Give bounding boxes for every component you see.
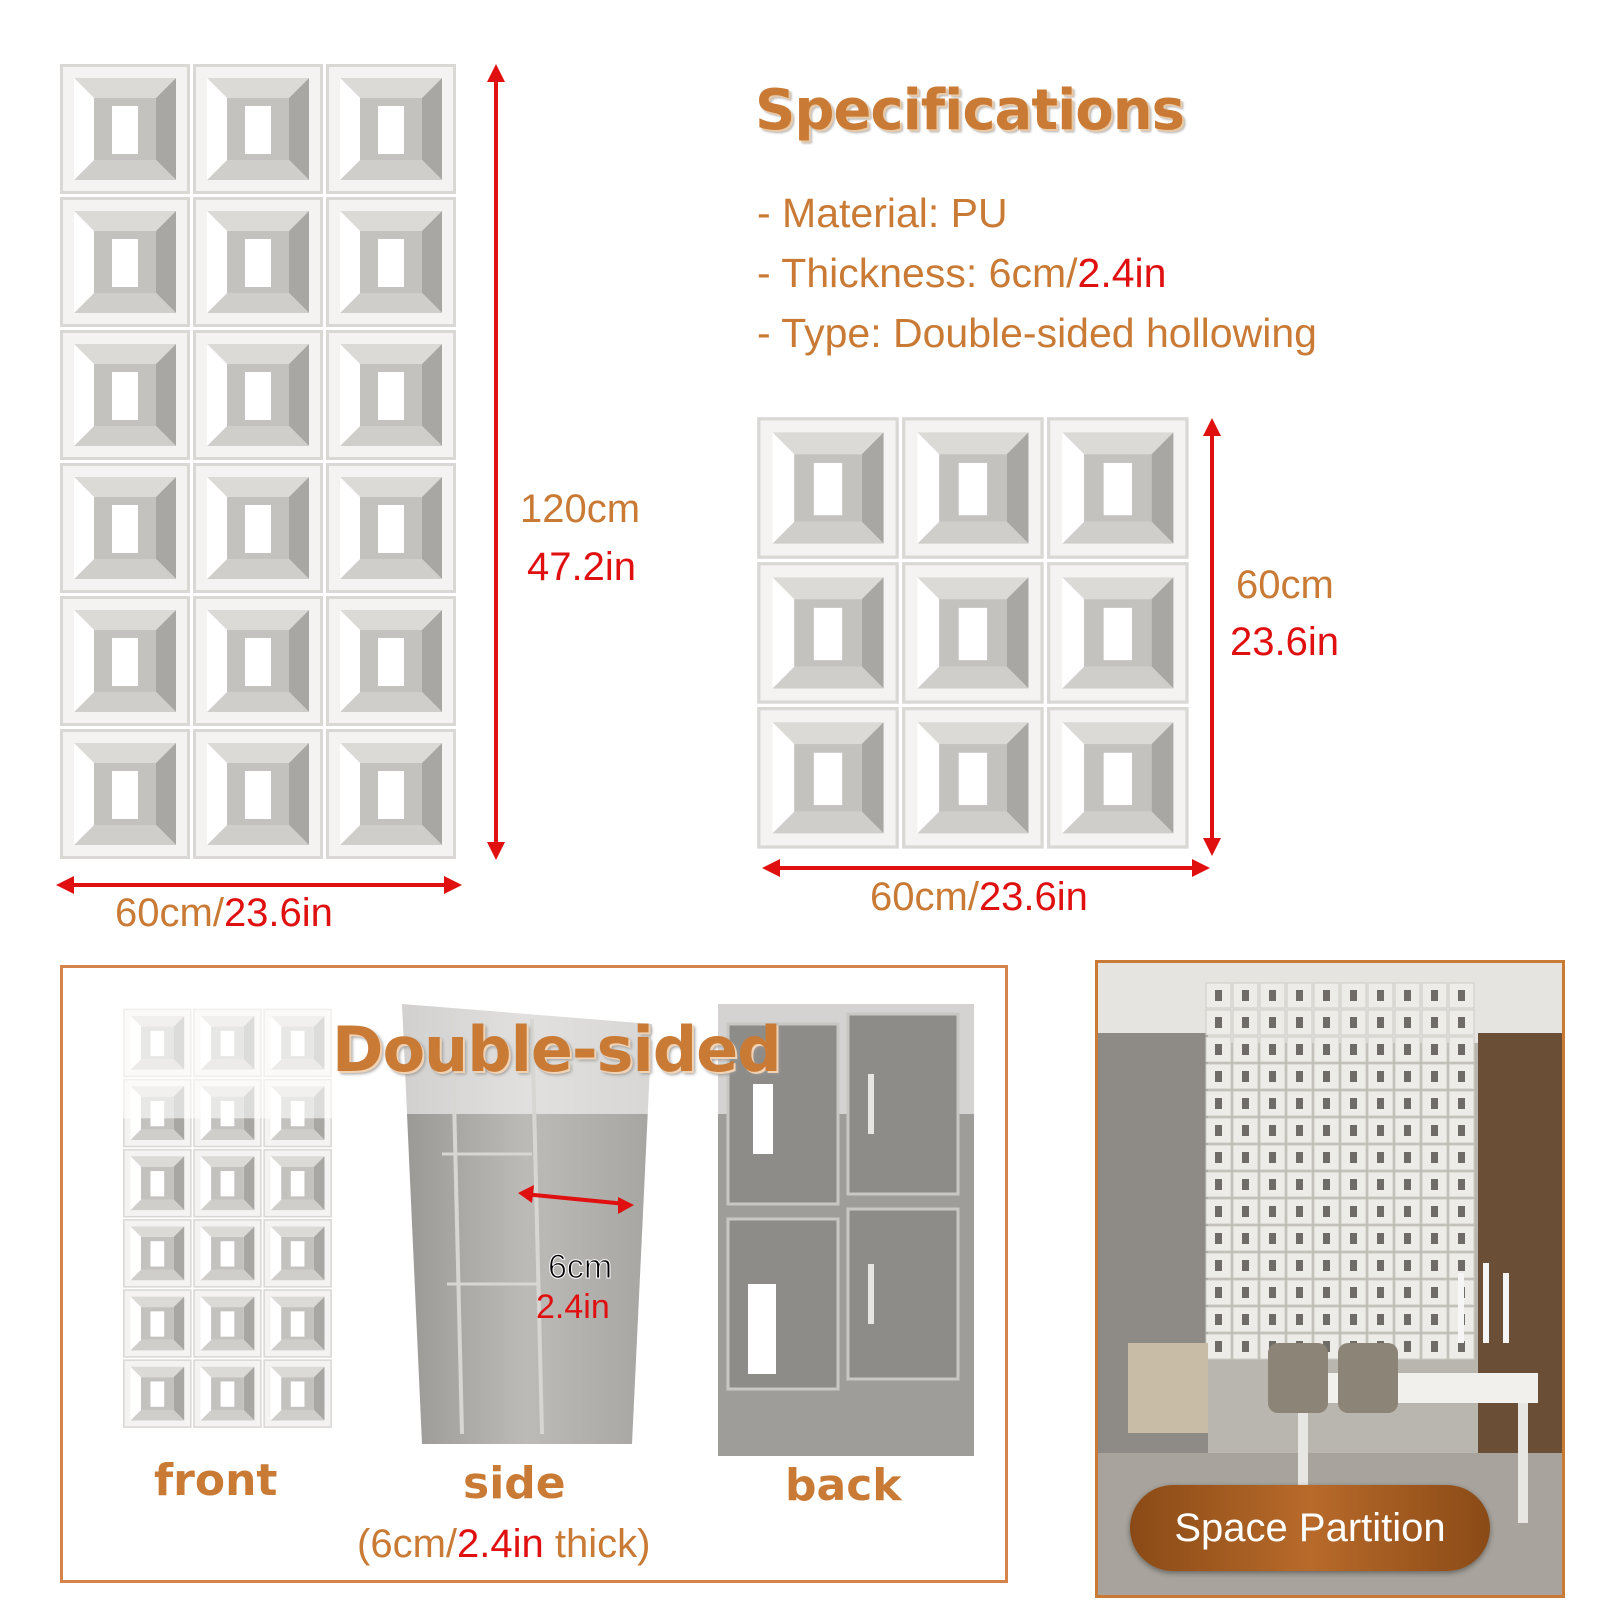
spec-thickness xyxy=(757,250,1166,297)
partition-hole xyxy=(1404,1071,1411,1082)
partition-hole xyxy=(1350,1179,1357,1190)
spec-thickness-label: - Thickness: xyxy=(757,250,978,296)
spec-thickness-cm: 6cm/ xyxy=(977,250,1078,296)
panel-tile xyxy=(902,562,1044,704)
partition-hole xyxy=(1350,990,1357,1001)
partition-hole xyxy=(1215,1260,1222,1271)
panel-tile xyxy=(193,197,323,327)
panel-tile xyxy=(193,729,323,859)
partition-hole xyxy=(1323,1179,1330,1190)
partition-hole xyxy=(1404,1233,1411,1244)
partition-hole xyxy=(1404,1179,1411,1190)
partition-hole xyxy=(1215,990,1222,1001)
partition-hole xyxy=(1431,1098,1438,1109)
partition-hole xyxy=(1377,1044,1384,1055)
partition-hole xyxy=(1269,1071,1276,1082)
partition-hole xyxy=(1269,990,1276,1001)
partition-hole xyxy=(1377,1314,1384,1325)
thickness-note-in: 2.4in xyxy=(457,1522,544,1566)
partition-hole xyxy=(1350,1017,1357,1028)
partition-hole xyxy=(1404,1314,1411,1325)
partition-hole xyxy=(1242,1341,1249,1352)
partition-hole xyxy=(1215,1179,1222,1190)
partition-hole xyxy=(1323,1017,1330,1028)
double-sided-title: Double-sided xyxy=(332,1013,781,1086)
panel-tile xyxy=(60,197,190,327)
partition-hole xyxy=(1215,1287,1222,1298)
partition-hole xyxy=(1377,1287,1384,1298)
partition-hole xyxy=(1458,1071,1465,1082)
spec-type-value: Double-sided hollowing xyxy=(881,310,1317,356)
partition-hole xyxy=(1350,1287,1357,1298)
partition-hole xyxy=(1215,1044,1222,1055)
partition-hole xyxy=(1323,1125,1330,1136)
partition-hole xyxy=(1377,1017,1384,1028)
partition-hole xyxy=(1431,1206,1438,1217)
partition-hole xyxy=(1404,1341,1411,1352)
partition-hole xyxy=(1350,1314,1357,1325)
partition-hole xyxy=(1269,1125,1276,1136)
thickness-note-close: thick) xyxy=(543,1522,651,1566)
panel-tile xyxy=(193,1359,262,1428)
large-width-cm: 60cm/ xyxy=(115,891,224,935)
partition-hole xyxy=(1296,1125,1303,1136)
partition-hole xyxy=(1323,1044,1330,1055)
panel-tile xyxy=(193,1219,262,1288)
partition-hole xyxy=(1350,1233,1357,1244)
panel-tile xyxy=(193,330,323,460)
partition-hole xyxy=(1296,990,1303,1001)
partition-hole xyxy=(1458,1233,1465,1244)
partition-hole xyxy=(1323,1071,1330,1082)
panel-tile xyxy=(902,417,1044,559)
partition-hole xyxy=(1215,1314,1222,1325)
partition-hole xyxy=(1242,1287,1249,1298)
thickness-note xyxy=(357,1522,650,1567)
partition-hole xyxy=(1296,1206,1303,1217)
panel-tile xyxy=(326,596,456,726)
back-label: back xyxy=(785,1460,902,1511)
panel-tile xyxy=(60,596,190,726)
partition-hole xyxy=(1458,1044,1465,1055)
partition-hole xyxy=(1242,1179,1249,1190)
panel-tile xyxy=(193,1289,262,1358)
partition-hole xyxy=(1377,1071,1384,1082)
large-height-cm: 120cm xyxy=(520,487,641,531)
partition-hole xyxy=(1458,990,1465,1001)
partition-hole xyxy=(1215,1152,1222,1163)
panel-tile xyxy=(60,463,190,593)
panel-tile xyxy=(263,1219,332,1288)
partition-hole xyxy=(1404,1125,1411,1136)
partition-hole xyxy=(1323,1152,1330,1163)
partition-hole xyxy=(1269,1287,1276,1298)
partition-hole xyxy=(1431,1179,1438,1190)
spec-thickness-in: 2.4in xyxy=(1077,250,1167,296)
partition-hole xyxy=(1296,1044,1303,1055)
panel-tile xyxy=(326,729,456,859)
partition-hole xyxy=(1431,1152,1438,1163)
partition-hole xyxy=(1296,1098,1303,1109)
partition-hole xyxy=(1350,1044,1357,1055)
partition-hole xyxy=(1404,990,1411,1001)
small-height-in: 23.6in xyxy=(1230,620,1339,664)
panel-tile xyxy=(123,1289,192,1358)
partition-hole xyxy=(1296,1071,1303,1082)
panel-tile xyxy=(193,64,323,194)
partition-hole xyxy=(1458,1206,1465,1217)
partition-hole xyxy=(1269,1206,1276,1217)
partition-hole xyxy=(1215,1071,1222,1082)
partition-hole xyxy=(1377,1125,1384,1136)
spec-material-value: PU xyxy=(939,190,1008,236)
partition-hole xyxy=(1404,1098,1411,1109)
partition-hole xyxy=(1404,1206,1411,1217)
partition-hole xyxy=(1215,1098,1222,1109)
partition-hole xyxy=(1269,1179,1276,1190)
partition-hole xyxy=(1350,1098,1357,1109)
small-width-cm: 60cm/ xyxy=(870,875,979,919)
partition-hole xyxy=(1458,1260,1465,1271)
partition-hole xyxy=(1215,1017,1222,1028)
partition-hole xyxy=(1296,1179,1303,1190)
partition-hole xyxy=(1242,1152,1249,1163)
partition-hole xyxy=(1458,1179,1465,1190)
partition-hole xyxy=(1323,1260,1330,1271)
side-dim-cm: 6cm xyxy=(548,1248,613,1286)
partition-hole xyxy=(1269,1017,1276,1028)
partition-hole xyxy=(1296,1314,1303,1325)
partition-hole xyxy=(1269,1044,1276,1055)
panel-tile xyxy=(326,330,456,460)
front-view-image xyxy=(122,1002,334,1434)
height-arrow xyxy=(484,64,508,860)
partition-hole xyxy=(1377,1152,1384,1163)
partition-hole xyxy=(1242,1071,1249,1082)
partition-hole xyxy=(1350,1071,1357,1082)
panel-tile xyxy=(902,707,1044,849)
small-height-cm: 60cm xyxy=(1236,563,1334,607)
panel-tile xyxy=(757,707,899,849)
small-width-in: 23.6in xyxy=(978,875,1088,919)
space-partition-badge: Space Partition xyxy=(1130,1485,1490,1571)
partition-hole xyxy=(1242,990,1249,1001)
panel-tile xyxy=(123,1359,192,1428)
panel-tile xyxy=(326,463,456,593)
partition-hole xyxy=(1296,1260,1303,1271)
large-height-in: 47.2in xyxy=(527,545,636,589)
large-width-in: 23.6in xyxy=(223,891,333,935)
partition-hole xyxy=(1458,1125,1465,1136)
panel-tile xyxy=(60,729,190,859)
panel-tile xyxy=(1047,562,1189,704)
side-label: side xyxy=(463,1458,566,1509)
partition-hole xyxy=(1377,1098,1384,1109)
partition-hole xyxy=(1269,1098,1276,1109)
small-panel-image xyxy=(755,415,1193,853)
partition-hole xyxy=(1377,1233,1384,1244)
panel-tile xyxy=(193,463,323,593)
panel-tile xyxy=(60,330,190,460)
panel-tile xyxy=(1047,417,1189,559)
large-panel-image xyxy=(58,62,460,860)
partition-hole xyxy=(1431,1314,1438,1325)
partition-hole xyxy=(1350,1260,1357,1271)
spec-material-label: - Material: xyxy=(757,190,940,236)
partition-hole xyxy=(1242,1098,1249,1109)
partition-hole xyxy=(1215,1233,1222,1244)
panel-tile xyxy=(60,64,190,194)
panel-tile xyxy=(1047,707,1189,849)
panel-tile xyxy=(123,1149,192,1218)
partition-hole xyxy=(1269,1233,1276,1244)
partition-hole xyxy=(1242,1314,1249,1325)
side-dim-in: 2.4in xyxy=(536,1288,610,1326)
partition-hole xyxy=(1431,1017,1438,1028)
panel-tile xyxy=(326,64,456,194)
partition-hole xyxy=(1431,1125,1438,1136)
small-height-arrow xyxy=(1200,418,1224,856)
partition-hole xyxy=(1323,1098,1330,1109)
partition-hole xyxy=(1350,1206,1357,1217)
partition-hole xyxy=(1269,1152,1276,1163)
partition-hole xyxy=(1431,1233,1438,1244)
partition-hole xyxy=(1404,1044,1411,1055)
partition-hole xyxy=(1404,1152,1411,1163)
partition-hole xyxy=(1377,1179,1384,1190)
panel-tile xyxy=(263,1149,332,1218)
partition-hole xyxy=(1242,1206,1249,1217)
partition-hole xyxy=(1242,1233,1249,1244)
thickness-note-open: (6cm/ xyxy=(357,1522,457,1566)
spec-type xyxy=(757,310,1317,357)
partition-hole xyxy=(1215,1206,1222,1217)
partition-hole xyxy=(1323,1287,1330,1298)
panel-tile xyxy=(193,1149,262,1218)
panel-tile xyxy=(263,1289,332,1358)
partition-hole xyxy=(1404,1287,1411,1298)
panel-tile xyxy=(193,596,323,726)
partition-hole xyxy=(1377,1206,1384,1217)
partition-hole xyxy=(1269,1260,1276,1271)
partition-hole xyxy=(1296,1152,1303,1163)
panel-tile xyxy=(123,1219,192,1288)
partition-hole xyxy=(1269,1314,1276,1325)
partition-hole xyxy=(1431,1071,1438,1082)
partition-hole xyxy=(1296,1017,1303,1028)
partition-hole xyxy=(1242,1260,1249,1271)
partition-hole xyxy=(1242,1044,1249,1055)
partition-hole xyxy=(1350,1125,1357,1136)
partition-hole xyxy=(1458,1017,1465,1028)
partition-hole xyxy=(1431,1260,1438,1271)
partition-hole xyxy=(1296,1287,1303,1298)
spec-material xyxy=(757,190,1008,237)
partition-hole xyxy=(1323,990,1330,1001)
partition-hole xyxy=(1377,1260,1384,1271)
specifications-title: Specifications xyxy=(755,78,1184,143)
partition-hole xyxy=(1323,1206,1330,1217)
partition-hole xyxy=(1431,1044,1438,1055)
partition-hole xyxy=(1431,1287,1438,1298)
partition-hole xyxy=(1404,1017,1411,1028)
panel-tile xyxy=(757,562,899,704)
partition-hole xyxy=(1242,1125,1249,1136)
partition-hole xyxy=(1323,1233,1330,1244)
small-width-label xyxy=(870,875,1088,920)
partition-hole xyxy=(1215,1341,1222,1352)
partition-hole xyxy=(1242,1017,1249,1028)
partition-hole xyxy=(1296,1233,1303,1244)
large-width-label xyxy=(115,891,333,936)
partition-hole xyxy=(1458,1152,1465,1163)
partition-hole xyxy=(1350,1152,1357,1163)
partition-hole xyxy=(1215,1125,1222,1136)
panel-tile xyxy=(326,197,456,327)
partition-hole xyxy=(1404,1260,1411,1271)
partition-hole xyxy=(1323,1314,1330,1325)
partition-hole xyxy=(1431,990,1438,1001)
spec-type-label: - Type: xyxy=(757,310,882,356)
partition-hole xyxy=(1458,1098,1465,1109)
panel-tile xyxy=(757,417,899,559)
panel-tile xyxy=(263,1359,332,1428)
partition-hole xyxy=(1377,990,1384,1001)
partition-hole xyxy=(1431,1341,1438,1352)
front-label: front xyxy=(154,1455,278,1506)
